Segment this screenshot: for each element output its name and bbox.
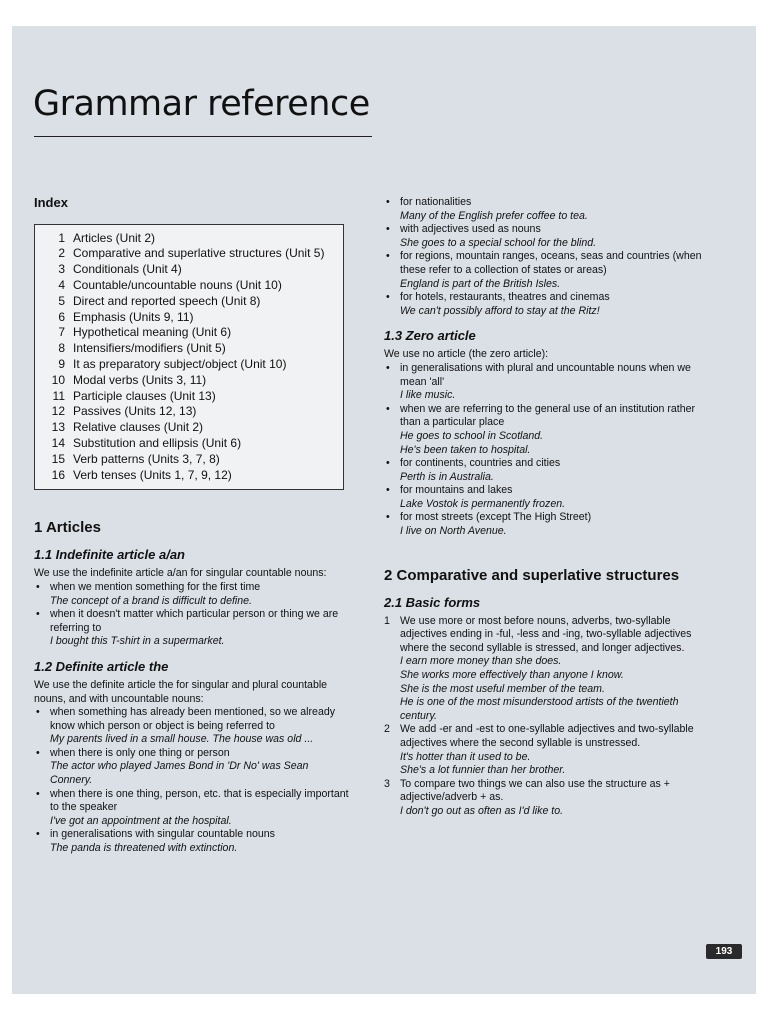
example-sentence: I don't go out as often as I'd like to. [400, 804, 564, 817]
bullet-text: for nationalities [400, 196, 472, 208]
bullet-item [384, 511, 718, 538]
bullet-text: with adjectives used as nouns [400, 223, 541, 236]
example-sentence: It's hotter than it used to be. [400, 750, 531, 763]
bullet-item [384, 362, 718, 403]
index-item-number: 13 [51, 420, 65, 435]
indefinite-intro: We use the indefinite article a/an for singular countable nouns: [34, 567, 327, 580]
right-column [384, 170, 718, 819]
zero-bullets [384, 362, 718, 539]
item-number: 1 [384, 614, 390, 627]
index-item [43, 325, 333, 341]
example-sentence: Perth is in Australia. [400, 470, 494, 483]
index-item-number: 16 [51, 467, 65, 482]
example-sentence: She goes to a special school for the blind. [400, 236, 597, 249]
index-item-number: 4 [58, 277, 65, 292]
index-item-label: Conditionals (Unit 4) [73, 262, 182, 277]
subsection-heading-definite: 1.2 Definite article the [34, 658, 169, 674]
index-item [43, 231, 333, 247]
index-item-label: Verb patterns (Units 3, 7, 8) [73, 451, 220, 466]
subsection-heading-zero: 1.3 Zero article [384, 328, 476, 344]
bullet-item [34, 828, 352, 855]
index-item [43, 389, 333, 405]
index-list [43, 231, 333, 484]
example-sentence: We can't possibly afford to stay at the Ritz! [400, 304, 600, 317]
bullet-text: for continents, countries and cities [400, 457, 561, 470]
index-item [43, 452, 333, 468]
bullet-text: when there is one thing, person, etc. that is especially important to the speaker [50, 787, 349, 814]
example-sentence: My parents lived in a small house. The house was old ... [50, 733, 314, 746]
index-item-label: Hypothetical meaning (Unit 6) [73, 325, 232, 340]
indefinite-bullets [34, 581, 352, 649]
section-heading-articles: 1 Articles [34, 519, 101, 537]
bullet-item [384, 457, 718, 484]
index-item [43, 404, 333, 420]
index-item-label: It as preparatory subject/object (Unit 10) [73, 356, 287, 371]
item-number: 3 [384, 777, 390, 790]
index-item-number: 5 [58, 293, 65, 308]
subsection-heading-indefinite: 1.1 Indefinite article a/an [34, 547, 185, 563]
definite-intro: We use the definite article the for singular and plural countable nouns, and with uncountable nouns: [34, 678, 328, 705]
basic-forms-list [384, 615, 718, 819]
bullet-text: in generalisations with singular countable nouns [50, 828, 275, 841]
index-item-label: Countable/uncountable nouns (Unit 10) [73, 277, 282, 292]
index-item [43, 278, 333, 294]
index-item-number: 3 [58, 262, 65, 277]
index-item-label: Passives (Units 12, 13) [73, 404, 197, 419]
index-item [43, 294, 333, 310]
bullet-text: when we are referring to the general use of an institution rather than a particular place [400, 402, 696, 429]
section-heading-comparative: 2 Comparative and superlative structures [384, 566, 680, 584]
index-item-number: 8 [58, 341, 65, 356]
index-item-label: Substitution and ellipsis (Unit 6) [73, 435, 242, 450]
bullet-text: when it doesn't matter which particular person or thing we are referring to [50, 608, 339, 634]
bullet-item [384, 250, 718, 291]
index-item [43, 246, 333, 262]
bullet-item [384, 484, 718, 511]
example-sentence: She is the most useful member of the team. [400, 682, 605, 695]
example-sentence: He goes to school in Scotland. [400, 429, 544, 442]
example-sentence: I bought this T-shirt in a supermarket. [50, 635, 225, 648]
index-item [43, 420, 333, 436]
bullet-text: for mountains and lakes [400, 484, 513, 497]
example-sentence: The actor who played James Bond in 'Dr No' was Sean Connery. [50, 760, 309, 787]
item-number: 2 [384, 723, 390, 736]
bullet-item [384, 403, 718, 457]
example-sentence: I've got an appointment at the hospital. [50, 814, 232, 827]
index-item-label: Comparative and superlative structures (Unit 5) [73, 246, 325, 261]
left-column [34, 170, 352, 856]
definite-bullets [34, 706, 352, 856]
example-sentence: She works more effectively than anyone I know. [400, 669, 624, 682]
numbered-item [384, 615, 718, 724]
subsection-heading-basic-forms: 2.1 Basic forms [384, 594, 481, 610]
index-item-label: Verb tenses (Units 1, 7, 9, 12) [73, 467, 232, 482]
example-sentence: He is one of the most misunderstood artists of the twentieth century. [400, 696, 679, 722]
example-sentence: The concept of a brand is difficult to define. [50, 594, 252, 607]
example-sentence: I like music. [400, 389, 456, 402]
example-sentence: England is part of the British Isles. [400, 277, 561, 290]
bullet-item [34, 747, 352, 788]
bullet-text: when something has already been mentioned, so we already know which person or object is being referred to [50, 706, 336, 732]
example-sentence: She's a lot funnier than her brother. [400, 764, 566, 777]
index-item-number: 7 [58, 325, 65, 340]
index-item-number: 10 [51, 372, 65, 387]
index-item-label: Articles (Unit 2) [73, 230, 156, 245]
bullet-item [34, 608, 352, 649]
index-item-number: 11 [52, 388, 65, 403]
item-text: We add -er and -est to one-syllable adjectives and two-syllable adjectives where the second syllable is unstressed. [400, 723, 694, 749]
bullet-item [384, 291, 718, 318]
example-sentence: I live on North Avenue. [400, 525, 507, 538]
bullet-text: when we mention something for the first time [50, 580, 261, 593]
bullet-item [34, 788, 352, 829]
title-divider [34, 136, 372, 137]
bullet-item [34, 706, 352, 747]
bullet-text: for regions, mountain ranges, oceans, seas and countries (when these refer to a collection of states or areas) [400, 250, 702, 276]
zero-intro: We use no article (the zero article): [384, 348, 549, 361]
index-item [43, 341, 333, 357]
example-sentence: I earn more money than she does. [400, 655, 562, 668]
page-title: Grammar reference [33, 84, 370, 124]
index-item-label: Direct and reported speech (Unit 8) [73, 293, 261, 308]
bullet-item [384, 196, 718, 223]
index-item-label: Emphasis (Units 9, 11) [73, 309, 194, 324]
bullet-text: when there is only one thing or person [50, 746, 230, 759]
example-sentence: Lake Vostok is permanently frozen. [400, 497, 566, 510]
example-sentence: He's been taken to hospital. [400, 443, 531, 456]
example-sentence: The panda is threatened with extinction. [50, 842, 238, 855]
bullet-item [384, 223, 718, 250]
index-item [43, 373, 333, 389]
numbered-item [384, 778, 718, 819]
index-item-number: 9 [58, 356, 65, 371]
definite-bullets-continued [384, 196, 718, 318]
page-number: 193 [706, 944, 742, 959]
index-box [34, 224, 344, 491]
item-text: To compare two things we can also use the structure as + adjective/adverb + as. [400, 777, 670, 804]
index-item-number: 6 [58, 309, 65, 324]
index-item-label: Modal verbs (Units 3, 11) [73, 372, 207, 387]
item-text: We use more or most before nouns, adverbs, two-syllable adjectives ending in -ful, -less and -ing, two-syllable adjectives where the second syllable is stressed, and longer adjectives. [400, 614, 692, 654]
index-item [43, 310, 333, 326]
index-item [43, 468, 333, 484]
index-item-number: 14 [51, 435, 65, 450]
index-item-label: Participle clauses (Unit 13) [73, 388, 216, 403]
bullet-text: for most streets (except The High Street) [400, 511, 592, 524]
index-item [43, 436, 333, 452]
bullet-text: in generalisations with plural and uncountable nouns when we mean 'all' [400, 361, 691, 388]
example-sentence: Many of the English prefer coffee to tea. [400, 209, 588, 222]
index-item-number: 15 [51, 451, 65, 466]
index-item-number: 2 [58, 246, 65, 261]
index-item-number: 1 [58, 230, 65, 245]
index-item [43, 357, 333, 373]
numbered-item [384, 723, 718, 777]
index-heading: Index [34, 195, 68, 210]
bullet-item [34, 581, 352, 608]
bullet-text: for hotels, restaurants, theatres and cinemas [400, 291, 610, 304]
index-item [43, 262, 333, 278]
index-item-label: Relative clauses (Unit 2) [73, 420, 204, 435]
index-item-label: Intensifiers/modifiers (Unit 5) [73, 341, 226, 356]
index-item-number: 12 [51, 404, 65, 419]
